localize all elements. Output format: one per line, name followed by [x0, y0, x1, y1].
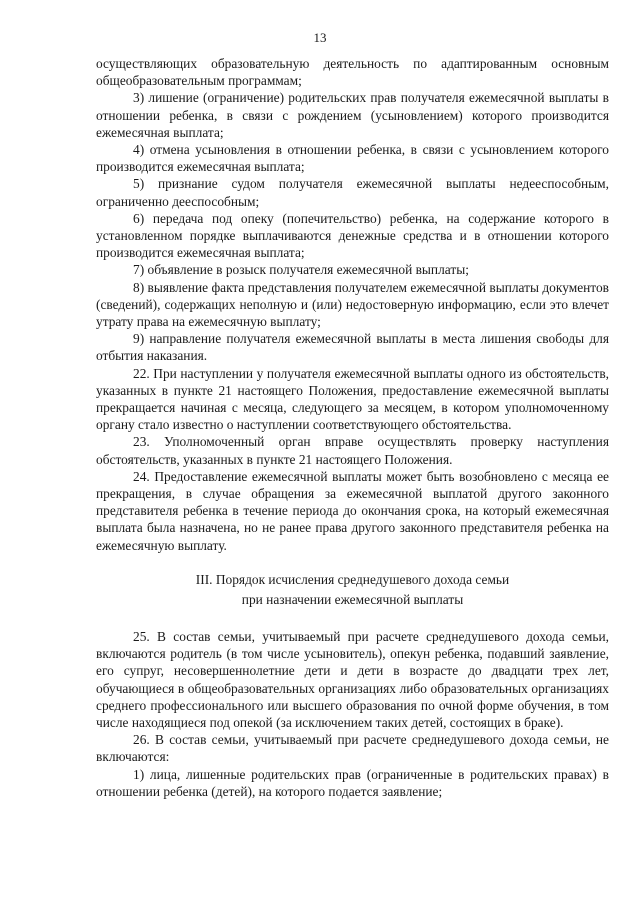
- paragraph-26: 26. В состав семьи, учитываемый при расчете среднедушевого дохода семьи, не включаются:: [96, 732, 609, 765]
- document-body: [96, 55, 609, 800]
- section-heading: [96, 570, 609, 610]
- page-number: 13: [313, 30, 327, 45]
- paragraph-item-6: 6) передача под опеку (попечительство) ребенка, на содержание которого в установленном порядке выплачиваются денежные средства и в отношении которого производится ежемесячная выплата;: [96, 210, 609, 261]
- paragraph-item-9: 9) направление получателя ежемесячной выплаты в места лишения свободы для отбытия наказания.: [96, 331, 609, 364]
- section-heading-line-2: при назначении ежемесячной выплаты: [241, 591, 464, 607]
- paragraph-25: 25. В состав семьи, учитываемый при расчете среднедушевого дохода семьи, включаются родитель (в том числе усыновитель), опекун ребенка, подавший заявление, его супруг, несовершеннолетние дети и дети в возрасте до двадцати трех лет, обучающиеся в общеобразовательных организациях либо образовательных организациях среднего профессионального или высшего образования по очной форме обучения, в том числе находящиеся под опекой (за исключением таких детей, состоящих в браке).: [96, 628, 609, 730]
- paragraph-continuation: осуществляющих образовательную деятельность по адаптированным основным общеобразовательным программам;: [96, 56, 609, 89]
- paragraph-23: 23. Уполномоченный орган вправе осуществлять проверку наступления обстоятельств, указанных в пункте 21 настоящего Положения.: [96, 434, 609, 467]
- paragraph-item-3: 3) лишение (ограничение) родительских прав получателя ежемесячной выплаты в отношении ребенка, в связи с рождением (усыновлением) которого производится ежемесячная выплата;: [96, 90, 609, 140]
- paragraph-22: 22. При наступлении у получателя ежемесячной выплаты одного из обстоятельств, указанных в пункте 21 настоящего Положения, предоставление ежемесячной выплаты прекращается начиная с месяца, следующего за месяцем, в котором уполномоченному органу стало известно о наступлении соответствующего обстоятельства.: [96, 365, 609, 433]
- paragraph-item-5: 5) признание судом получателя ежемесячной выплаты недееспособным, ограниченно дееспособным;: [96, 176, 609, 209]
- paragraph-26-item-1: 1) лица, лишенные родительских прав (ограниченные в родительских правах) в отношении ребенка (детей), на которого подается заявление;: [96, 766, 609, 799]
- paragraph-item-7: 7) объявление в розыск получателя ежемесячной выплаты;: [133, 262, 469, 278]
- paragraph-24: 24. Предоставление ежемесячной выплаты может быть возобновлено с месяца ее прекращения, в случае обращения за ежемесячной выплатой другого законного представителя ребенка в течение периода до окончания срока, на который ежемесячная выплата была назначена, но не ранее права другого законного представителя ребенка на ежемесячную выплату.: [96, 468, 609, 553]
- paragraph-item-8: 8) выявление факта представления получателем ежемесячной выплаты документов (сведений), содержащих неполную и (или) недостоверную информацию, если это влечет утрату права на ежемесячную выплату;: [96, 279, 609, 330]
- paragraph-item-4: 4) отмена усыновления в отношении ребенка, в связи с усыновлением которого производится ежемесячная выплата;: [96, 142, 609, 175]
- section-heading-line-1: III. Порядок исчисления среднедушевого дохода семьи: [195, 571, 510, 587]
